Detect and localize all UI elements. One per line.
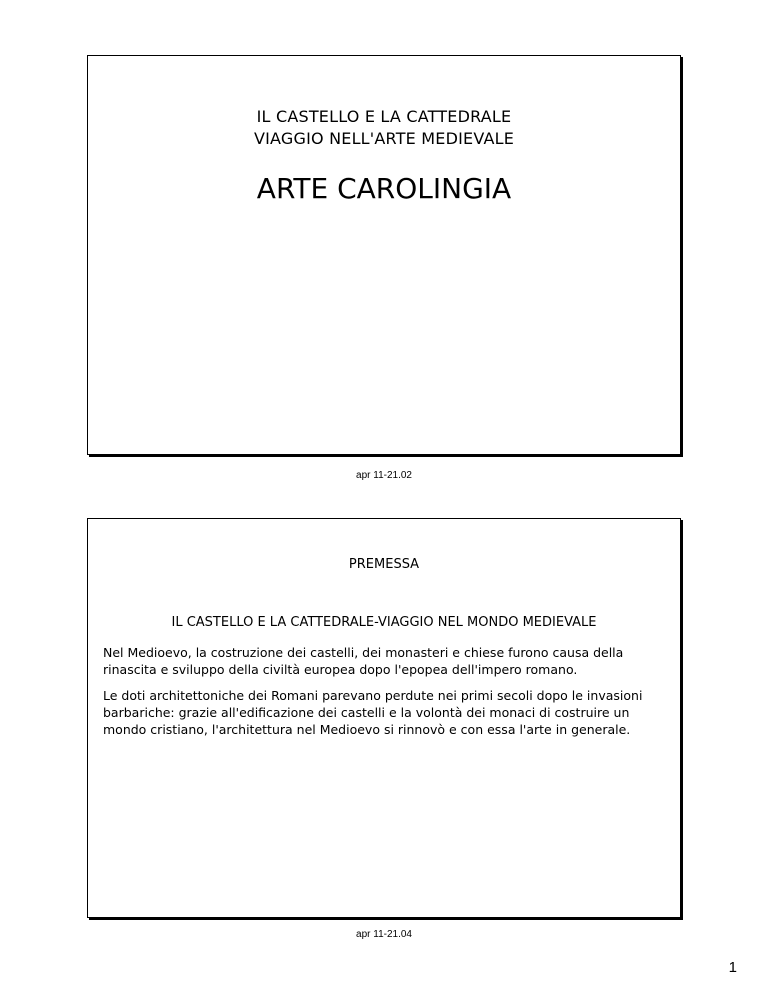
slide-title-line-1: IL CASTELLO E LA CATTEDRALE [256, 107, 512, 126]
slide-paragraph-1: Nel Medioevo, la costruzione dei castelli, dei monasteri e chiese furono causa della rinascita e sviluppo della civiltà europea dopo l'epopea dell'impero romano. [103, 645, 624, 677]
slide-heading: PREMESSA [348, 557, 420, 572]
page-number: 1 [728, 959, 737, 976]
slide-1 [87, 55, 681, 455]
slide-paragraph-2: Le doti architettoniche dei Romani parevano perdute nei primi secoli dopo le invasioni barbariche: grazie all'edificazione dei castelli e la volontà dei monaci di costruire un mondo cristiano, l'architettura nel Medioevo si rinnovò e con essa l'arte in generale. [103, 688, 643, 737]
slide-2 [87, 518, 681, 918]
slide-1-caption: apr 11-21.02 [356, 470, 412, 481]
slide-2-caption: apr 11-21.04 [356, 929, 412, 940]
slide-subheading: IL CASTELLO E LA CATTEDRALE-VIAGGIO NEL MONDO MEDIEVALE [171, 615, 597, 630]
slide-main-title: ARTE CAROLINGIA [256, 172, 512, 205]
slide-title-line-2: VIAGGIO NELL'ARTE MEDIEVALE [253, 129, 515, 148]
